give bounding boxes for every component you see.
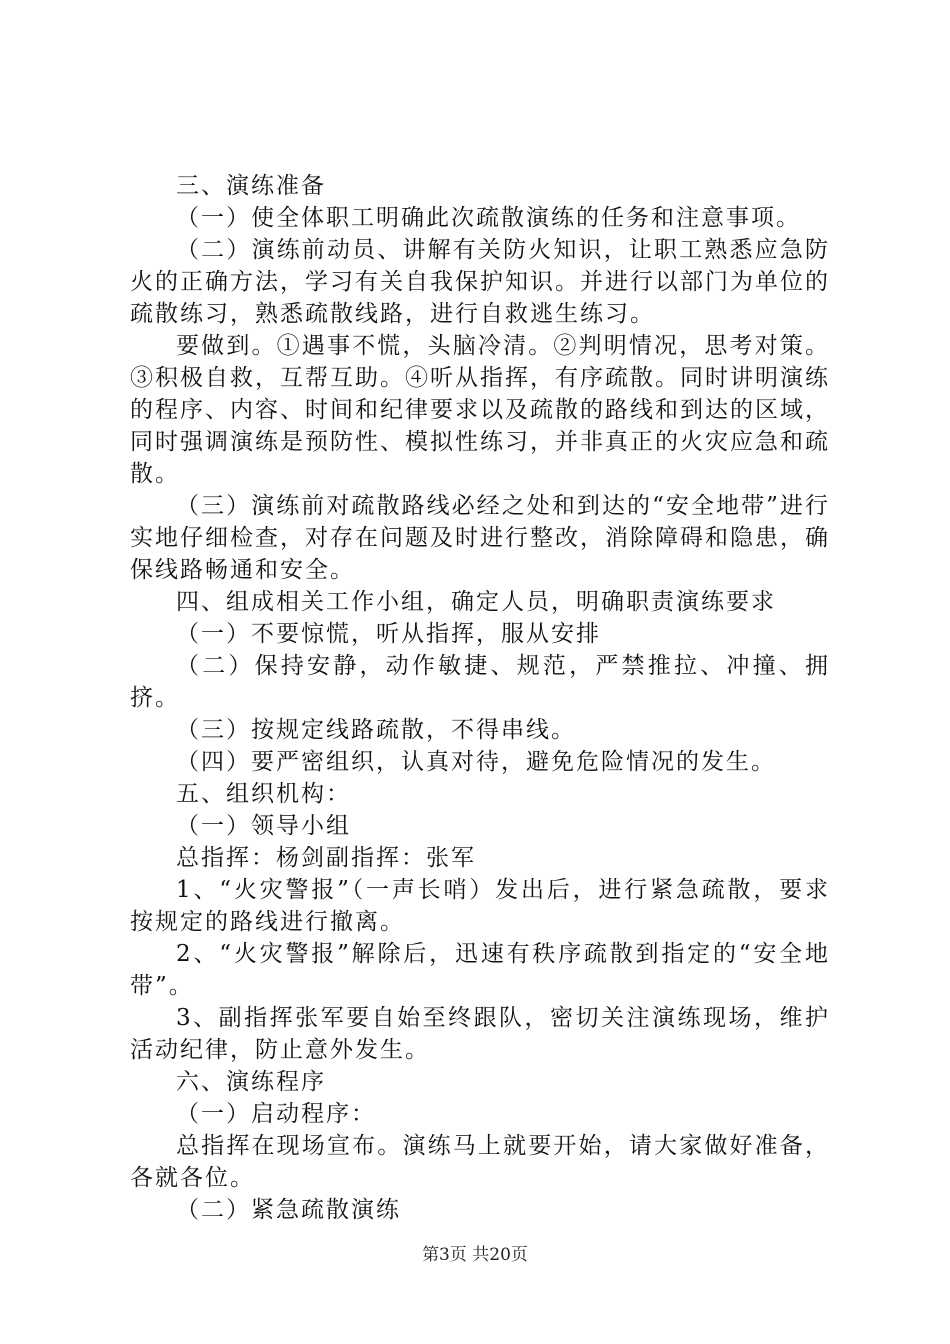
paragraph: （四）要严密组织，认真对待，避免危险情况的发生。: [176, 749, 776, 775]
paragraph: 总指挥：杨剑副指挥：张军: [176, 845, 476, 871]
paragraph: （一）不要惊慌，听从指挥，服从安排: [176, 621, 601, 647]
section-heading: 五、组织机构：: [176, 781, 351, 807]
paragraph: 2、“火灾警报”解除后，迅速有秩序疏散到指定的“安全地带”。: [130, 941, 830, 999]
paragraph: （一）使全体职工明确此次疏散演练的任务和注意事项。: [176, 205, 801, 231]
paragraph: （二）紧急疏散演练: [176, 1197, 401, 1223]
document-body: [130, 170, 830, 1226]
section-heading: 三、演练准备: [176, 173, 326, 199]
paragraph: （一）启动程序：: [176, 1101, 376, 1127]
paragraph: （二）演练前动员、讲解有关防火知识，让职工熟悉应急防火的正确方法，学习有关自我保护知识。并进行以部门为单位的疏散练习，熟悉疏散线路，进行自救逃生练习。: [130, 237, 830, 327]
paragraph: 总指挥在现场宣布。演练马上就要开始，请大家做好准备，各就各位。: [130, 1133, 830, 1191]
section-heading: 四、组成相关工作小组，确定人员，明确职责演练要求: [176, 589, 776, 615]
paragraph: 要做到。①遇事不慌，头脑冷清。②判明情况，思考对策。③积极自救，互帮互助。④听从指挥，有序疏散。同时讲明演练的程序、内容、时间和纪律要求以及疏散的路线和到达的区域，同时强调演练是预防性、模拟性练习，并非真正的火灾应急和疏散。: [130, 333, 830, 487]
paragraph: （二）保持安静，动作敏捷、规范，严禁推拉、冲撞、拥挤。: [130, 653, 830, 711]
paragraph: （三）演练前对疏散路线必经之处和到达的“安全地带”进行实地仔细检查，对存在问题及时进行整改，消除障碍和隐患，确保线路畅通和安全。: [130, 493, 830, 583]
paragraph: 3、副指挥张军要自始至终跟队，密切关注演练现场，维护活动纪律，防止意外发生。: [130, 1005, 830, 1063]
section-heading: 六、演练程序: [176, 1069, 326, 1095]
paragraph: （三）按规定线路疏散，不得串线。: [176, 717, 576, 743]
paragraph: 1、“火灾警报”（一声长哨）发出后，进行紧急疏散，要求按规定的路线进行撤离。: [130, 877, 830, 935]
paragraph: （一）领导小组: [176, 813, 351, 839]
page-footer: [0, 1240, 950, 1265]
page-indicator: 第3页 共20页: [422, 1245, 528, 1265]
